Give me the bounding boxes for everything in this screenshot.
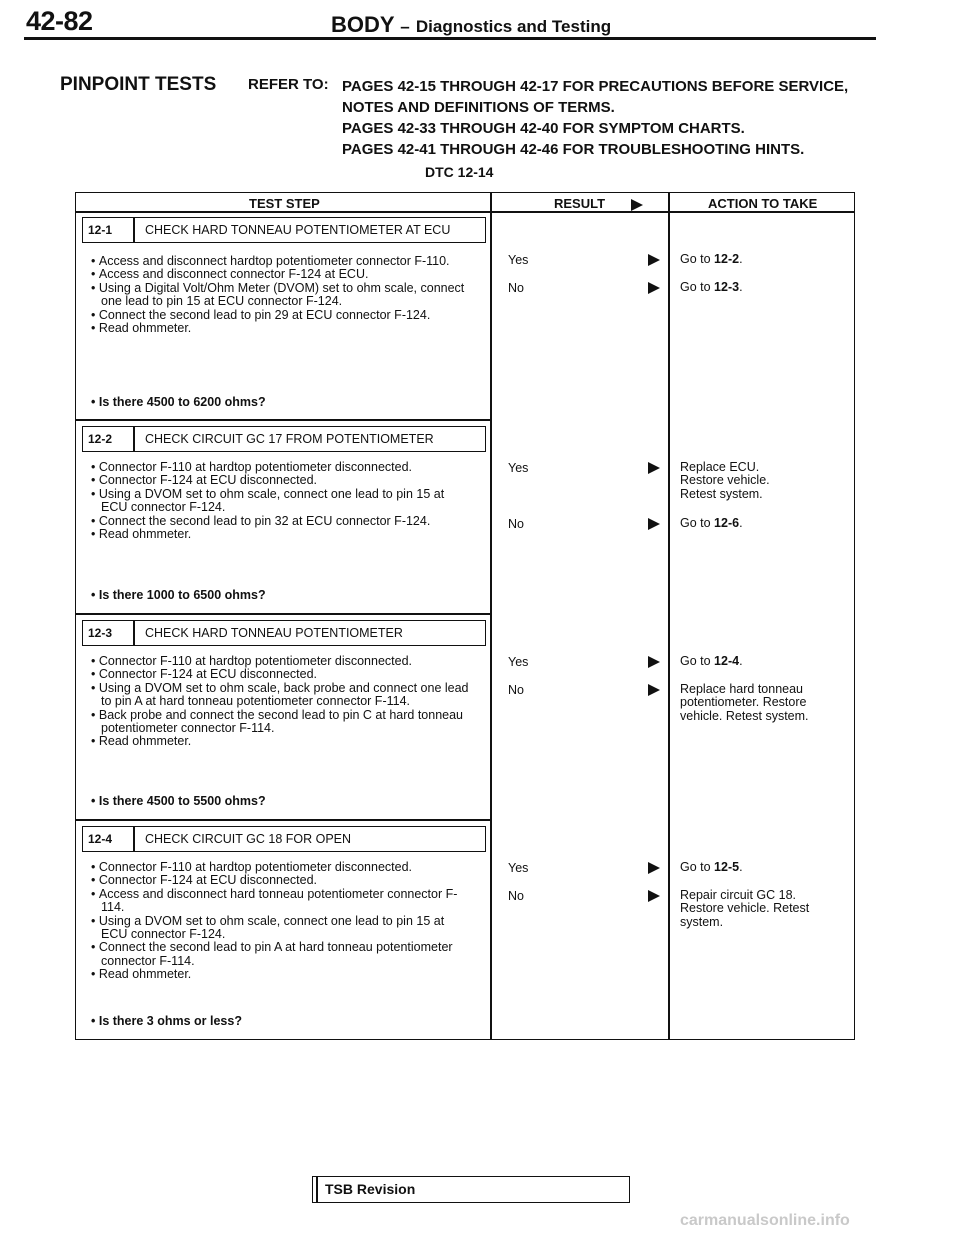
- step-header-divider: [133, 427, 135, 451]
- instruction-item: • Connector F-124 at ECU disconnected.: [91, 474, 471, 487]
- step-number: 12-4: [88, 832, 113, 846]
- instruction-item: • Connect the second lead to pin 29 at ECU connector F-124.: [91, 309, 471, 322]
- action-text: Go to 12-6.: [680, 516, 743, 530]
- step-header: [82, 826, 486, 852]
- step-separator: [76, 819, 490, 821]
- instruction-item: • Connector F-124 at ECU disconnected.: [91, 874, 471, 887]
- column-header-test-step: TEST STEP: [249, 196, 320, 211]
- step-instructions: [91, 861, 471, 982]
- action-text: Go to 12-2.: [680, 252, 743, 266]
- result-header-label: RESULT: [554, 196, 606, 211]
- header-row-rule: [76, 211, 854, 213]
- arrow-right-icon: [648, 462, 660, 474]
- instruction-item: • Connector F-124 at ECU disconnected.: [91, 668, 471, 681]
- step-title: CHECK CIRCUIT GC 18 FOR OPEN: [145, 832, 352, 846]
- instruction-item: • Read ohmmeter.: [91, 968, 471, 981]
- instruction-item: • Connector F-110 at hardtop potentiometer disconnected.: [91, 461, 471, 474]
- result-no: No: [508, 683, 524, 697]
- arrow-right-icon: [648, 684, 660, 696]
- heading-dash: –: [400, 17, 410, 36]
- refer-line: NOTES AND DEFINITIONS OF TERMS.: [342, 99, 615, 116]
- result-yes: Yes: [508, 253, 529, 267]
- arrow-right-icon: [648, 890, 660, 902]
- step-header-divider: [133, 621, 135, 645]
- tsb-revision-box: [312, 1176, 630, 1203]
- column-divider: [668, 193, 670, 1039]
- arrow-right-icon: [631, 199, 643, 211]
- instruction-item: • Using a DVOM set to ohm scale, connect one lead to pin 15 at ECU connector F-124.: [91, 915, 471, 942]
- step-question: • Is there 1000 to 6500 ohms?: [91, 588, 266, 602]
- step-header: [82, 217, 486, 243]
- instruction-item: • Access and disconnect connector F-124 at ECU.: [91, 268, 471, 281]
- instruction-item: • Connect the second lead to pin A at hard tonneau potentiometer connector F-114.: [91, 941, 471, 968]
- step-separator: [76, 613, 490, 615]
- dtc-label: DTC 12-14: [425, 164, 494, 180]
- action-text: Go to 12-3.: [680, 280, 743, 294]
- page-number: 42-82: [26, 6, 93, 36]
- result-yes: Yes: [508, 655, 529, 669]
- step-header: [82, 426, 486, 452]
- step-number: 12-2: [88, 432, 113, 446]
- refer-to-label: REFER TO:: [248, 76, 329, 93]
- step-question: • Is there 4500 to 5500 ohms?: [91, 794, 266, 808]
- arrow-right-icon: [648, 862, 660, 874]
- step-question: • Is there 3 ohms or less?: [91, 1014, 242, 1028]
- step-header-divider: [133, 218, 135, 242]
- pinpoint-tests-title: PINPOINT TESTS: [60, 74, 217, 95]
- refer-line: PAGES 42-15 THROUGH 42-17 FOR PRECAUTIONS BEFORE SERVICE,: [342, 78, 849, 95]
- instruction-item: • Read ohmmeter.: [91, 322, 471, 335]
- refer-line: PAGES 42-33 THROUGH 42-40 FOR SYMPTOM CHARTS.: [342, 120, 745, 137]
- pinpoint-test-table: [75, 192, 855, 1040]
- arrow-right-icon: [648, 254, 660, 266]
- action-text: Replace ECU. Restore vehicle. Retest system.: [680, 460, 770, 501]
- step-title: CHECK CIRCUIT GC 17 FROM POTENTIOMETER: [145, 432, 434, 446]
- result-no: No: [508, 517, 524, 531]
- step-number: 12-3: [88, 626, 113, 640]
- step-instructions: [91, 655, 471, 749]
- step-title: CHECK HARD TONNEAU POTENTIOMETER: [145, 626, 403, 640]
- action-text: Go to 12-5.: [680, 860, 743, 874]
- result-yes: Yes: [508, 861, 529, 875]
- instruction-item: • Back probe and connect the second lead to pin C at hard tonneau potentiometer connector F-114.: [91, 709, 471, 736]
- result-no: No: [508, 281, 524, 295]
- column-divider: [490, 193, 492, 1039]
- instruction-item: • Using a Digital Volt/Ohm Meter (DVOM) set to ohm scale, connect one lead to pin 15 at ECU connector F-124.: [91, 282, 471, 309]
- step-header-divider: [133, 827, 135, 851]
- action-text: Repair circuit GC 18. Restore vehicle. Retest system.: [680, 888, 810, 929]
- action-text: Go to 12-4.: [680, 654, 743, 668]
- instruction-item: • Read ohmmeter.: [91, 528, 471, 541]
- step-separator: [76, 419, 490, 421]
- watermark: carmanualsonline.info: [680, 1212, 850, 1229]
- action-text: Replace hard tonneau potentiometer. Restore vehicle. Retest system.: [680, 682, 809, 723]
- subsection-name: Diagnostics and Testing: [415, 17, 612, 36]
- instruction-item: • Access and disconnect hardtop potentiometer connector F-110.: [91, 255, 471, 268]
- instruction-item: • Using a DVOM set to ohm scale, back probe and connect one lead to pin A at hard tonneau potentiometer connector F-114.: [91, 682, 471, 709]
- tsb-box-bar: [316, 1177, 318, 1202]
- arrow-right-icon: [648, 518, 660, 530]
- instruction-item: • Access and disconnect hard tonneau potentiometer connector F-114.: [91, 888, 471, 915]
- instruction-item: • Connector F-110 at hardtop potentiometer disconnected.: [91, 655, 471, 668]
- column-header-result: [554, 196, 643, 211]
- instruction-item: • Using a DVOM set to ohm scale, connect one lead to pin 15 at ECU connector F-124.: [91, 488, 471, 515]
- section-name: BODY: [331, 12, 395, 37]
- result-yes: Yes: [508, 461, 529, 475]
- step-instructions: [91, 255, 471, 335]
- result-no: No: [508, 889, 524, 903]
- tsb-revision-label: TSB Revision: [325, 1181, 416, 1197]
- refer-to-lines: [342, 76, 848, 160]
- instruction-item: • Read ohmmeter.: [91, 735, 471, 748]
- step-title: CHECK HARD TONNEAU POTENTIOMETER AT ECU: [145, 223, 451, 237]
- header-rule: [24, 37, 876, 40]
- step-number: 12-1: [88, 223, 113, 237]
- column-header-action: ACTION TO TAKE: [708, 196, 818, 211]
- step-instructions: [91, 461, 471, 541]
- instruction-item: • Connector F-110 at hardtop potentiometer disconnected.: [91, 861, 471, 874]
- step-header: [82, 620, 486, 646]
- refer-line: PAGES 42-41 THROUGH 42-46 FOR TROUBLESHOOTING HINTS.: [342, 141, 805, 158]
- step-question: • Is there 4500 to 6200 ohms?: [91, 395, 266, 409]
- arrow-right-icon: [648, 656, 660, 668]
- instruction-item: • Connect the second lead to pin 32 at ECU connector F-124.: [91, 515, 471, 528]
- page-heading: [331, 12, 611, 38]
- arrow-right-icon: [648, 282, 660, 294]
